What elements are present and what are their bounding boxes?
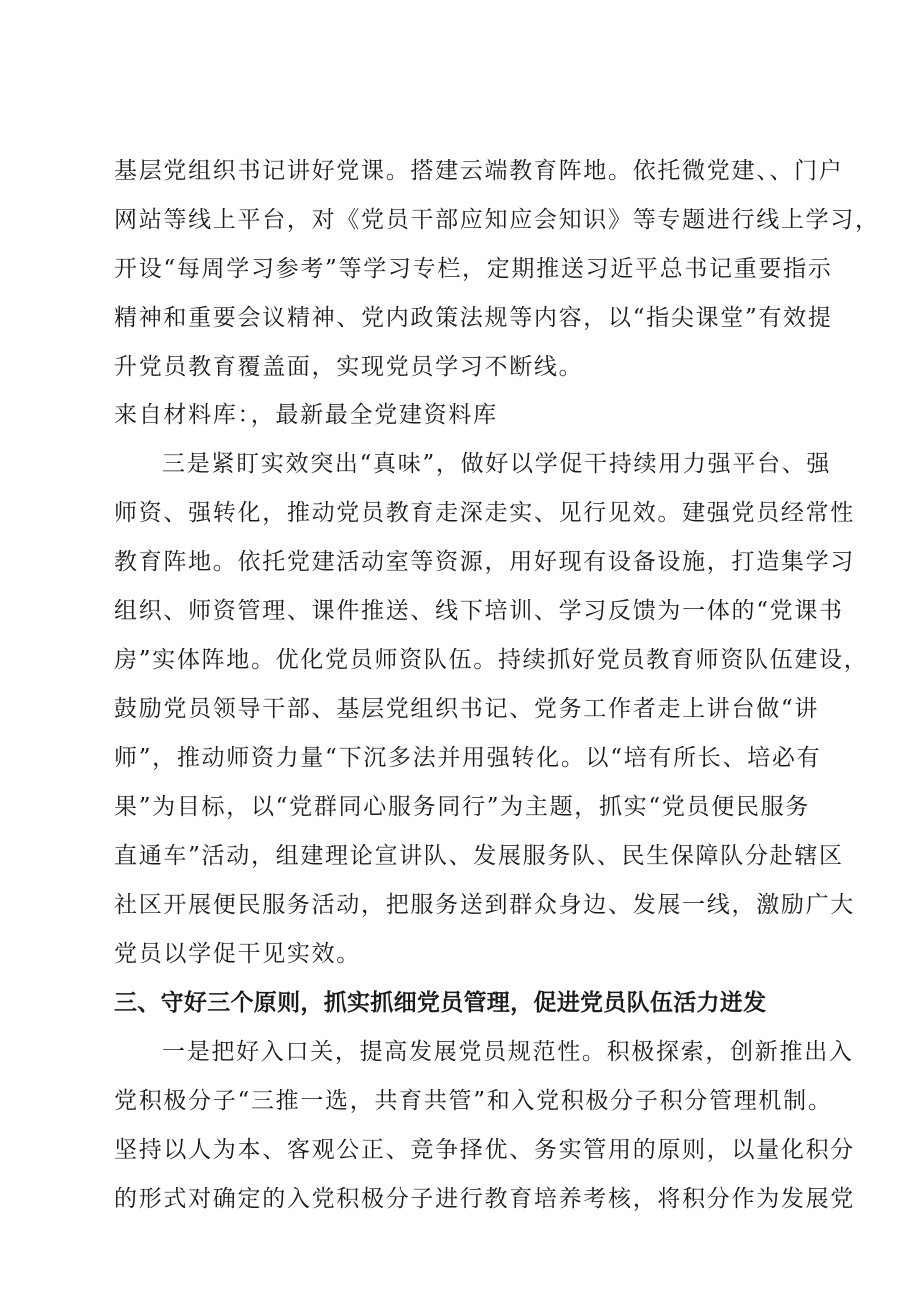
text-line: 组织、师资管理、课件推送、线下培训、学习反馈为一体的“党课书 [114,598,844,624]
text-line: 坚持以人为本、客观公正、竞争择优、务实管用的原则，以量化积分 [114,1137,855,1163]
text-line: 师资、强转化，推动党员教育走深走实、见行见效。建强党员经常性 [114,500,855,526]
text-line: 师”，推动师资力量“下沉多法并用强转化。以“培有所长、培必有 [114,745,822,771]
text-line: 房”实体阵地。优化党员师资队伍。持续抓好党员教育师资队伍建设， [114,647,869,673]
text-line: 三是紧盯实效突出“真味”，做好以学促干持续用力强平台、强 [162,451,832,477]
text-line: 一是把好入口关，提高发展党员规范性。积极探索，创新推出入 [162,1039,854,1065]
text-line: 基层党组织书记讲好党课。搭建云端教育阵地。依托微党建、、门户 [114,158,844,184]
text-line: 精神和重要会议精神、党内政策法规等内容，以“指尖课堂”有效提 [114,305,833,331]
text-line: 党积极分子“三推一选，共育共管”和入党积极分子积分管理机制。 [114,1088,833,1114]
document-page [114,152,880,1218]
text-line: 教育阵地。依托党建活动室等资源，用好现有设备设施，打造集学习 [114,549,855,575]
text-line: 直通车”活动，组建理论宣讲队、发展服务队、民生保障队分赴辖区 [114,843,844,869]
text-line: 果”为目标，以“党群同心服务同行”为主题，抓实“党员便民服务 [114,794,811,820]
paragraph-entry-gate [114,1033,855,1218]
source-note: 来自材料库：，最新最全党建资料库 [114,402,498,428]
text-line: 党员以学促干见实效。 [114,941,361,967]
paragraph-cloud-education [114,152,880,386]
section-heading: 三、守好三个原则，抓实抓细党员管理，促进党员队伍活力迸发 [114,990,767,1016]
paragraph-practical-results [114,445,869,973]
text-line: 鼓励党员领导干部、基层党组织书记、党务工作者走上讲台做“讲 [114,696,820,722]
text-line: 网站等线上平台，对《党员干部应知应会知识》等专题进行线上学习， [114,207,880,233]
text-line: 社区开展便民服务活动，把服务送到群众身边、发展一线，激励广大 [114,892,855,918]
text-line: 升党员教育覆盖面，实现党员学习不断线。 [114,354,584,380]
text-line: 开设“每周学习参考”等学习专栏，定期推送习近平总书记重要指示 [114,256,833,282]
text-line: 的形式对确定的入党积极分子进行教育培养考核，将积分作为发展党 [114,1186,855,1212]
